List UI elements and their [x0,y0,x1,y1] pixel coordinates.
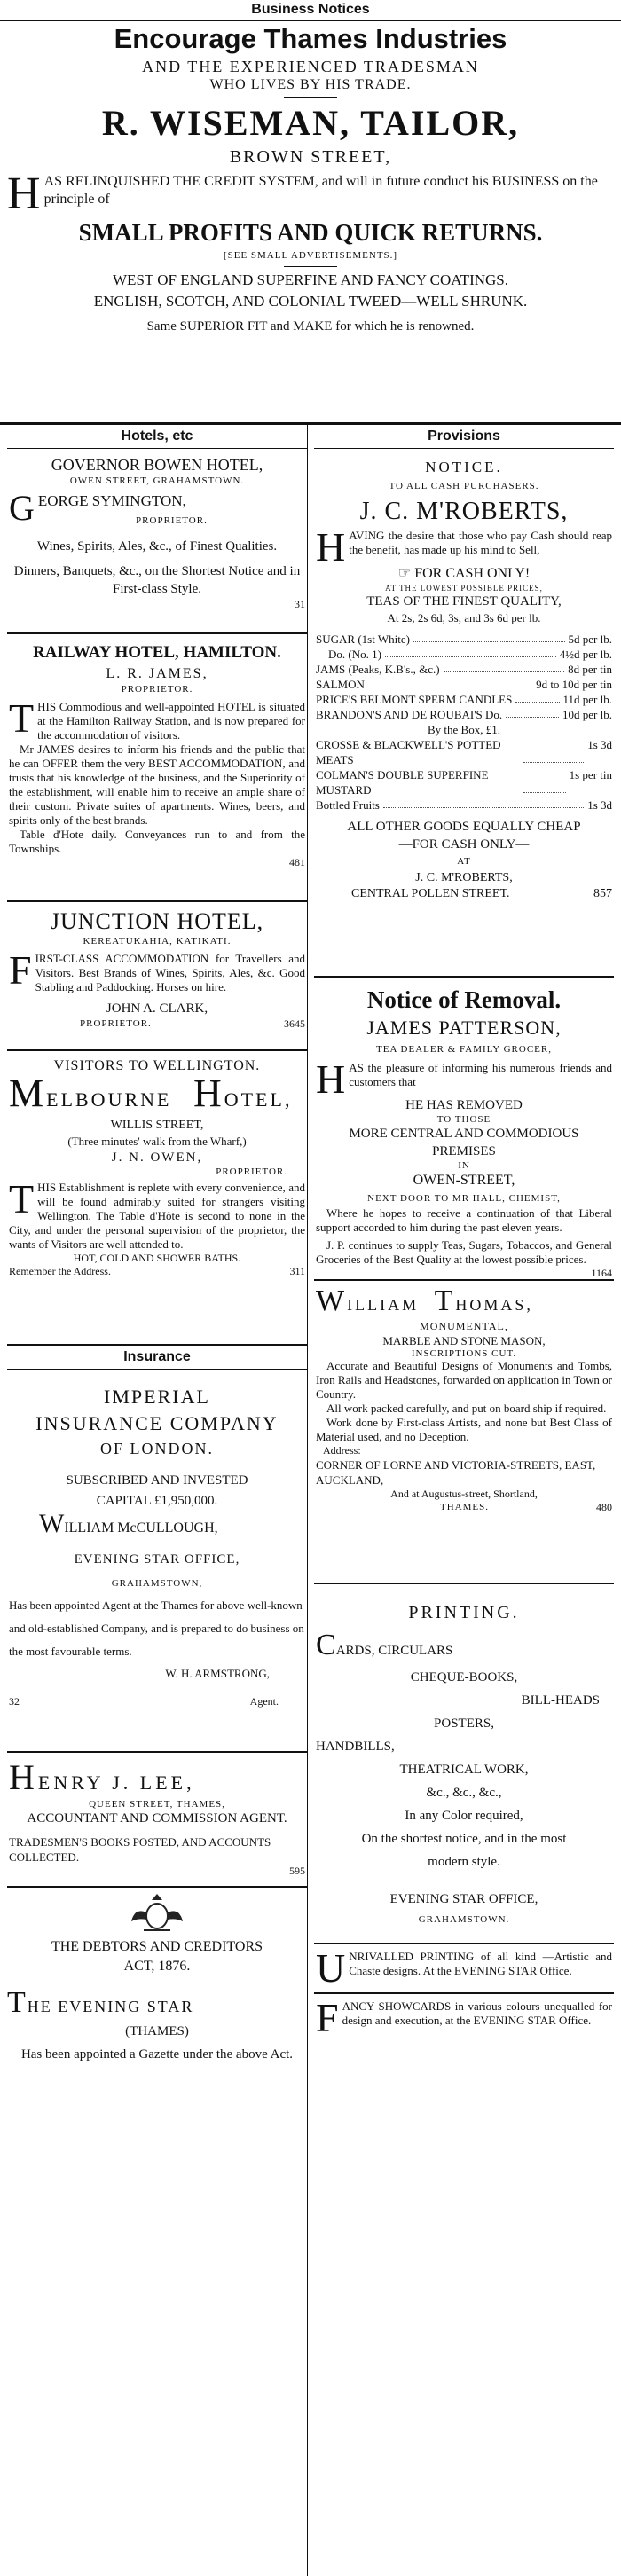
hotel-address: OWEN STREET, GRAHAMSTOWN. [69,475,245,486]
thames-row [316,1501,612,1514]
debtors-ad [7,1886,307,2086]
removal-title: Notice of Removal. [366,986,562,1013]
lee-name-text: ENRY J. LEE, [37,1771,195,1794]
handbills-line: HANDBILLS, [316,1740,395,1754]
proprietor-label: PROPRIETOR. [136,515,208,526]
item-name: By the Box, £1. [428,723,500,736]
cheque-line: CHEQUE-BOOKS, [410,1670,518,1685]
thomas-name-part2: HOMAS, [455,1296,533,1314]
railway-hotel-ad [7,634,307,902]
signed-line: W. H. ARMSTRONG, [165,1667,270,1680]
owen-street: OWEN-STREET, [413,1173,515,1188]
unrivalled-ad [314,1944,614,1994]
thames-line: (THAMES) [125,2024,189,2038]
debtors-act: ACT, 1876. [123,1959,191,1974]
provisions-header: Provisions [314,425,614,449]
showcards-text: ANCY SHOWCARDS in various colours unequalled for design and execution, at the EVENING STAR Office. [342,1999,612,2027]
color-line: In any Color required, [405,1809,523,1823]
office-line: EVENING STAR OFFICE, [74,1552,240,1567]
dinners-line: Dinners, Banquets, &c., on the Shortest Notice and in First-class Style. [13,564,301,596]
tweed-line: ENGLISH, SCOTCH, AND COLONIAL TWEED—WELL SHRUNK. [93,293,528,310]
price-row [316,692,612,707]
hotel-name-part2: OTEL, [224,1088,293,1111]
thomas-name [316,1286,612,1320]
leader-dots [515,692,559,703]
proprietor-label: PROPRIETOR. [80,1018,152,1029]
item-price: 10d per lb. [562,708,612,721]
hotel-name: JUNCTION HOTEL, [50,908,264,934]
item-price: 1s 3d [587,798,612,812]
thomas-address: CORNER OF LORNE AND VICTORIA-STREETS, EAST, AUCKLAND, [316,1458,596,1487]
roberts-text: AVING the desire that those who pay Cash should reap the benefit, has made up his mind to Sell, [349,529,612,556]
see-note: [SEE SMALL ADVERTISEMENTS.] [223,250,398,261]
item-price: 1s 3d [587,738,612,751]
all-other-line: ALL OTHER GOODS EQUALLY CHEAP [347,820,581,834]
item-name: SALMON [316,678,365,691]
column-rule [307,425,308,2576]
cash-only: FOR CASH ONLY! [414,566,531,581]
william-thomas-ad [314,1281,614,1584]
visitors-line: VISITORS TO WELLINGTON. [53,1058,261,1073]
owner-name: L. R. JAMES, [106,666,208,681]
at-line: AT [457,856,471,867]
slogan: SMALL PROFITS AND QUICK RETURNS. [78,219,543,246]
owner-name: J. N. OWEN, [111,1151,203,1165]
ad-number: 31 [295,598,305,610]
remember-row [9,1265,305,1278]
right-column [314,425,614,2576]
item-price: 5d per lb. [568,632,612,646]
item-price: 1s per tin [569,768,612,781]
item-name: SUGAR (1st White) [316,632,410,646]
company-line-3: OF LONDON. [100,1440,214,1457]
drop-cap: C [316,1629,336,1661]
hotel-name: GOVERNOR BOWEN HOTEL, [51,456,263,474]
railway-text: HIS Commodious and well-appointed HOTEL is situated at the Hamilton Railway Station, and is now prepared for the accommodation of visitors. [37,700,305,742]
item-price: 4½d per lb. [559,648,612,661]
leader-dots [368,677,532,687]
left-column [7,425,307,2576]
thomas-text: Accurate and Beautiful Designs of Monuments and Tombs, Iron Rails and Headstones, forwarded on application in Town or Country. [316,1359,612,1401]
cash-line [316,564,612,584]
price-row [316,722,612,737]
railway-text-2: Mr JAMES desires to inform his friends and the public that he can OFFER them the very BEST ACCOMMODATION, and trusts that his knowledge of the business, and the Superiority of the establishment, will enable him to receive an ample share of their custom. Private suites of apartments. Wines, beers, and spirits only of the best brands. [9,742,305,827]
proprietor-label: PROPRIETOR. [216,1166,287,1177]
fit-line: Same SUPERIOR FIT and MAKE for which he is renowned. [146,319,475,334]
henry-lee-ad [7,1753,307,1886]
drop-cap: T [7,1986,28,2019]
item-price: 9d to 10d per tin [536,678,612,691]
trade-line: WHO LIVES BY HIS TRADE. [209,77,412,92]
roberts-name: J. C. M'ROBERTS, [359,498,569,525]
baths-line: HOT, COLD AND SHOWER BATHS. [73,1252,241,1264]
agent-label: Agent. [249,1695,279,1708]
columns [0,425,621,2576]
price-row [316,647,612,662]
lee-street: QUEEN STREET, THAMES, [89,1799,225,1810]
notice-title: NOTICE. [425,459,503,475]
in-line: IN [458,1160,470,1171]
leader-dots [385,647,556,657]
star-name: HE EVENING STAR [27,1998,194,2015]
tradesman-line: AND THE EXPERIENCED TRADESMAN [142,58,479,75]
price-row [316,767,612,797]
item-name: BRANDON'S AND DE ROUBAI'S Do. [316,708,503,721]
ad-number: 32 [9,1695,20,1708]
subscribed-line [9,1460,305,1490]
ad-number: 481 [289,856,305,868]
patterson-text-2: Where he hopes to receive a continuation of that Liberal support accorded to him during the past eleven years. [316,1206,612,1234]
debtors-title: THE DEBTORS AND CREDITORS [51,1939,263,1954]
teas-price: At 2s, 2s 6d, 3s, and 3s 6d per lb. [387,611,541,624]
inscriptions-line: INSCRIPTIONS CUT. [411,1348,517,1359]
posters-line: POSTERS, [434,1716,494,1731]
item-price: 8d per tin [568,663,612,676]
ad-number: 595 [289,1865,305,1877]
address-row [316,887,612,900]
leader-dots [506,707,559,718]
drop-cap: T [434,1284,456,1317]
patterson-ad [314,978,614,1281]
debtors-body: Has been appointed a Gazette under the above Act. [20,2047,294,2062]
price-row [316,677,612,692]
drop-cap: T [9,1176,35,1221]
modern-line: modern style. [428,1855,500,1869]
tailor-name: R. WISEMAN, TAILOR, [101,103,520,143]
theatrical-line: THEATRICAL WORK, [399,1763,529,1777]
melbourne-body [9,1177,305,1252]
unrivalled-body [316,1945,612,1991]
company-line-2: INSURANCE COMPANY [35,1412,279,1434]
unrivalled-text: NRIVALLED PRINTING of all kind —Artistic and Chaste designs. At the EVENING STAR Office. [349,1950,612,1977]
office-line: EVENING STAR OFFICE, [389,1892,538,1906]
subscribed-initial: S [66,1473,74,1488]
royal-arms-icon [126,1891,188,1934]
lee-title: ACCOUNTANT AND COMMISSION AGENT. [27,1811,287,1826]
showcards-ad [314,1994,614,2053]
item-price: 11d per lb. [562,693,612,706]
printing-ad [314,1584,614,1944]
lowest-line: AT THE LOWEST POSSIBLE PRICES, [385,584,543,593]
thomas-name-part1: ILLIAM [347,1296,420,1314]
leader-dots [523,737,584,763]
ad-number: 857 [593,887,612,900]
thomas-text-2: All work packed carefully, and put on board ship if required. [326,1402,607,1415]
railway-text-3: Table d'Hote daily. Conveyances run to and from the Townships. [9,828,305,855]
imperial-insurance-ad [7,1370,307,1753]
town-line: GRAHAMSTOWN, [111,1578,203,1589]
hotel-name: RAILWAY HOTEL, HAMILTON. [33,643,281,662]
showcards-body [316,1995,612,2040]
cards-text: ARDS, CIRCULARS [335,1644,453,1658]
wiseman-body [0,168,621,219]
melbourne-text: HIS Establishment is replete with every convenience, and will be found admirably suited for strangers visiting Wellington. The Table d'Hôte is second to none in the City, and under the personal supervision of the proprietor, the wants of Visitors are well attended to. [9,1181,305,1251]
governor-bowen-ad [7,449,307,634]
insurance-header: Insurance [7,1346,307,1370]
ad-number: 480 [596,1501,612,1513]
bill-line: BILL-HEADS [521,1693,600,1708]
item-name: CROSSE & BLACKWELL'S POTTED MEATS [316,738,501,766]
to-those: TO THOSE [436,1114,491,1125]
junction-body [9,946,305,994]
etc-line: &c., &c., &c., [426,1786,502,1800]
patterson-text: AS the pleasure of informing his numerous friends and customers that [349,1061,612,1088]
leader-dots [413,632,565,642]
hand-icon: ☞ [397,566,412,581]
wiseman-text: AS RELINQUISHED THE CREDIT SYSTEM, and will in future conduct his BUSINESS on the principle of [43,174,598,207]
drop-cap: W [316,1284,348,1317]
drop-cap: H [316,1056,346,1102]
address-label: Address: [323,1444,361,1457]
leader-dots [383,797,584,808]
junction-hotel-ad [7,902,307,1051]
lee-name [9,1757,305,1799]
coatings-line: WEST OF ENGLAND SUPERFINE AND FANCY COATINGS. [113,271,508,288]
monumental-line: MONUMENTAL, [420,1320,508,1332]
roberts-address: CENTRAL POLLEN STREET. [351,887,510,900]
thomas-text-3: Work done by First-class Artists, and none but Best Class of Material used, and no Deception. [316,1416,612,1443]
subscribed-text: UBSCRIBED AND INVESTED [73,1473,248,1488]
drop-cap: T [9,695,35,741]
headline: Encourage Thames Industries [114,23,507,54]
divider [284,97,337,98]
street: BROWN STREET, [229,147,392,167]
leader-dots [523,767,566,793]
wines-line: Wines, Spirits, Ales, &c., of Finest Qualities. [36,539,278,554]
drop-cap: G [9,488,35,528]
proprietor-row [9,1017,305,1031]
next-door: NEXT DOOR TO MR HALL, CHEMIST, [367,1193,561,1204]
roberts-ad [314,449,614,978]
company-line-1: IMPERIAL [104,1386,210,1408]
drop-cap: W [39,1509,65,1538]
hotel-place: KEREATUKAHIA, KATIKATI. [83,936,232,946]
melbourne-hotel-ad [7,1051,307,1346]
drop-cap: H [9,1757,38,1797]
wiseman-tailor-ad [0,21,621,425]
proprietor-name: EORGE SYMINGTON, [37,492,186,509]
notice-line: On the shortest notice, and in the most [361,1832,567,1846]
junction-text: IRST-CLASS ACCOMMODATION for Travellers and Visitors. Best Brands of Wines, Spirits, Ales, &c. Good Stabling and Paddocking. Horses on hire. [35,952,305,993]
hotels-header: Hotels, etc [7,425,307,449]
patterson-trade: TEA DEALER & FAMILY GROCER, [376,1044,552,1055]
roberts-signed: J. C. M'ROBERTS, [415,871,513,884]
divider [284,266,337,267]
and-at-line: And at Augustus-street, Shortland, [390,1488,538,1500]
leader-dots [444,662,565,672]
proprietor-line [9,486,305,530]
mason-line: MARBLE AND STONE MASON, [382,1334,546,1347]
street: WILLIS STREET, [110,1119,204,1132]
teas-line: TEAS OF THE FINEST QUALITY, [366,594,562,609]
ad-number: 3645 [284,1017,305,1030]
town-line: GRAHAMSTOWN. [418,1914,510,1925]
railway-body [9,695,305,742]
item-name: PRICE'S BELMONT SPERM CANDLES [316,693,513,706]
section-title: Business Notices [0,0,621,21]
removed-line: HE HAS REMOVED [405,1098,523,1112]
premises-line: MORE CENTRAL AND COMMODIOUS PREMISES [349,1127,579,1158]
agent-name: ILLIAM McCULLOUGH, [64,1520,218,1535]
price-row [316,662,612,677]
drop-cap: H [7,169,41,219]
roberts-body [316,524,612,569]
item-name: JAMS (Peaks, K.B's., &c.) [316,663,440,676]
for-cash-line: —FOR CASH ONLY— [398,837,530,852]
item-name: Do. (No. 1) [328,648,381,661]
thames-label: THAMES. [440,1502,489,1512]
star-line [7,1976,307,2022]
cards-line [316,1625,612,1666]
patterson-name: JAMES PATTERSON, [366,1017,562,1039]
agent-line [9,1509,305,1541]
price-row [316,797,612,813]
drop-cap: F [9,947,32,993]
lee-line: TRADESMEN'S BOOKS POSTED, AND ACCOUNTS COLLECTED. [9,1835,271,1864]
proprietor-label: PROPRIETOR. [121,684,193,695]
drop-cap: H [193,1072,224,1115]
capital-line: CAPITAL £1,950,000. [96,1494,218,1508]
hotel-name [9,1072,305,1118]
hotel-name-part1: ELBOURNE [46,1088,172,1111]
price-list [316,626,612,813]
remember-line: Remember the Address. [9,1265,111,1277]
ad-number: 1164 [591,1267,612,1279]
price-row [316,632,612,647]
price-row [316,707,612,722]
item-name: COLMAN'S DOUBLE SUPERFINE MUSTARD [316,768,489,797]
agent-row [9,1685,305,1708]
drop-cap: M [9,1072,47,1115]
patterson-text-3: J. P. continues to supply Teas, Sugars, Tobaccos, and General Groceries of the Best Quality at the lowest possible prices. [316,1238,612,1266]
item-name: Bottled Fruits [316,798,380,812]
walk-note: (Three minutes' walk from the Wharf,) [67,1135,247,1148]
drop-cap: U [316,1945,346,1991]
to-purchasers: TO ALL CASH PURCHASERS. [389,481,539,491]
price-row [316,737,612,767]
drop-cap: F [316,1995,339,2040]
ad-number: 311 [289,1265,305,1277]
patterson-body [316,1056,612,1102]
owner-name: JOHN A. CLARK, [106,1001,208,1016]
imperial-body: Has been appointed Agent at the Thames for above well-known and old-established Company, and is prepared to do business on the most favourable terms. [9,1598,304,1658]
drop-cap: H [316,524,346,569]
printing-title: PRINTING. [408,1603,520,1622]
